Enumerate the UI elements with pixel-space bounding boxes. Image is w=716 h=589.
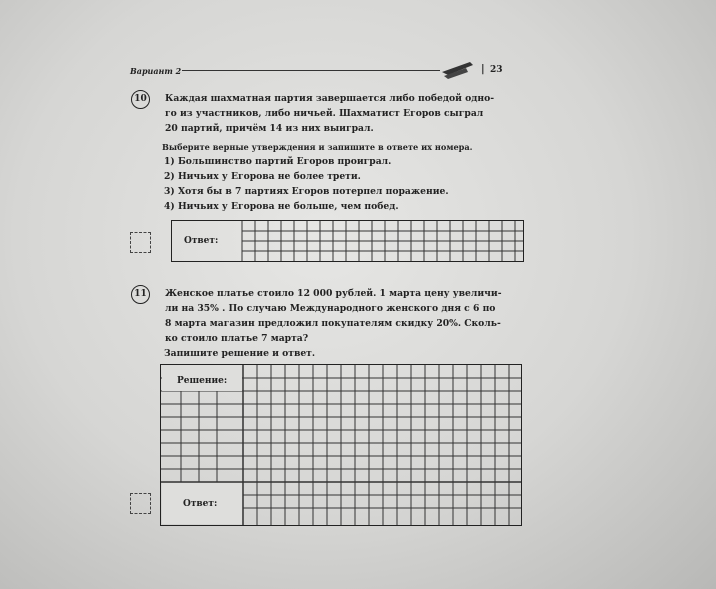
q10-line-1: Каждая шахматная партия завершается либо победой одно- — [165, 93, 495, 104]
q11-answer-label: Ответ: — [183, 499, 218, 509]
page-number: 23 — [490, 65, 503, 75]
q10-option-1: 1) Большинство партий Егоров проиграл. — [164, 156, 392, 167]
q10-option-4: 4) Ничьих у Егорова не больше, чем побед. — [164, 201, 399, 212]
q11-line-2: ли на 35% . По случаю Международного женского дня с 6 по — [165, 303, 496, 314]
q10-score-box[interactable] — [130, 232, 151, 253]
q11-line-4: ко стоило платье 7 марта? — [165, 333, 309, 344]
q10-option-2: 2) Ничьих у Егорова не более трети. — [164, 171, 361, 182]
question-10-number: 10 — [131, 90, 150, 109]
pen-icon — [440, 58, 476, 80]
separator: | — [481, 64, 485, 75]
variant-label: Вариант 2 — [130, 66, 182, 76]
q11-solution-box[interactable] — [160, 364, 522, 526]
question-11-number: 11 — [131, 285, 150, 304]
q10-instruction: Выберите верные утверждения и запишите в ответе их номера. — [162, 142, 473, 152]
q10-line-3: 20 партий, причём 14 из них выиграл. — [165, 123, 374, 134]
q10-answer-box[interactable] — [171, 220, 524, 262]
header-rule — [182, 70, 440, 71]
q11-line-1: Женское платье стоило 12 000 рублей. 1 марта цену увеличи- — [165, 288, 502, 299]
q11-solution-label: Решение: — [177, 376, 228, 386]
q10-line-2: го из участников, либо ничьей. Шахматист Егоров сыграл — [165, 108, 484, 119]
q11-score-box[interactable] — [130, 493, 151, 514]
q11-instruction: Запишите решение и ответ. — [164, 348, 316, 359]
q10-option-3: 3) Хотя бы в 7 партиях Егоров потерпел поражение. — [164, 186, 449, 197]
q10-answer-label: Ответ: — [184, 236, 219, 246]
q11-line-3: 8 марта магазин предложил покупателям скидку 20%. Сколь- — [165, 318, 501, 329]
